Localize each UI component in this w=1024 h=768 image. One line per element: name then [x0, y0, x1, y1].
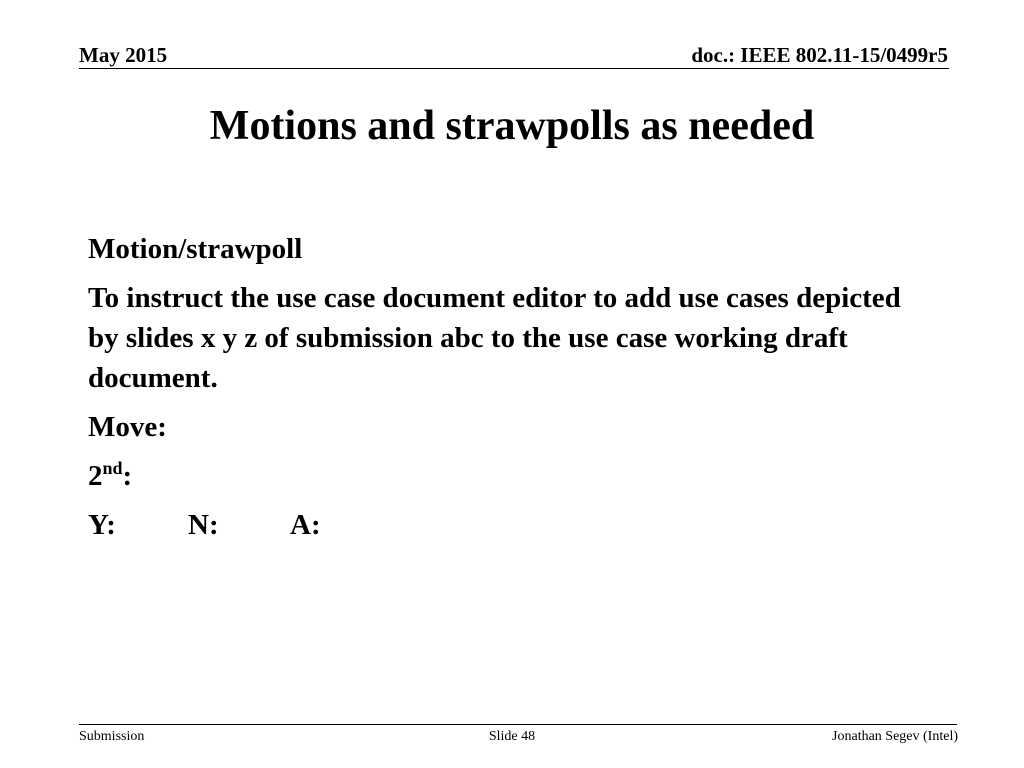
second-suffix: nd [102, 458, 123, 478]
footer-author: Jonathan Segev (Intel) [832, 729, 958, 744]
footer-divider [79, 724, 957, 725]
footer-submission: Submission [79, 729, 145, 744]
motion-heading: Motion/strawpoll [88, 233, 303, 265]
header-divider [79, 68, 949, 69]
second-label [88, 456, 938, 496]
second-colon: : [122, 460, 133, 492]
vote-yes: Y: [88, 509, 116, 541]
vote-line [88, 505, 938, 545]
vote-no: N: [188, 509, 219, 541]
vote-abstain: A: [290, 509, 321, 541]
second-number: 2 [88, 460, 103, 492]
move-label: Move: [88, 411, 167, 443]
header-date: May 2015 [79, 43, 168, 67]
header-doc-id: doc.: IEEE 802.11-15/0499r5 [691, 43, 948, 67]
slide-title: Motions and strawpolls as needed [209, 103, 815, 149]
slide-body [88, 229, 938, 545]
motion-text: To instruct the use case document editor to add use cases depicted by slides x y z of submission abc to the use case working draft document. [88, 282, 901, 394]
footer-slide-number: Slide 48 [488, 729, 536, 744]
